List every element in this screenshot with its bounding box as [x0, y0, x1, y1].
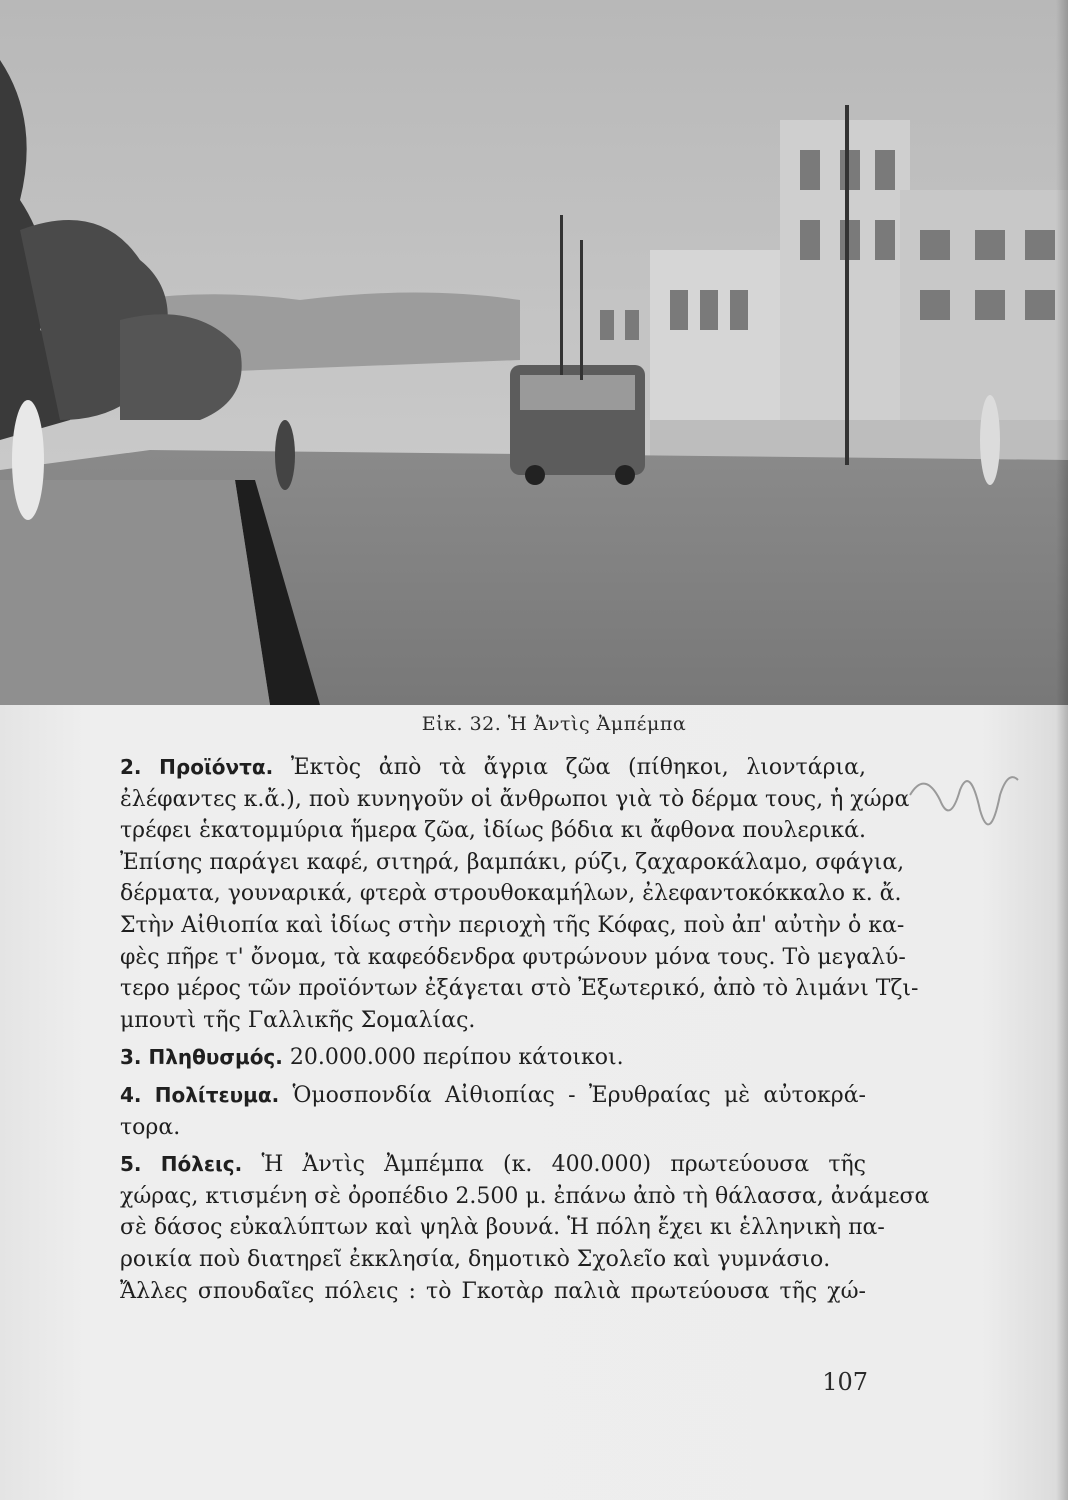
text-line: χώρας, κτισμένη σὲ ὀροπέδιο 2.500 μ. ἐπάνω ἀπὸ τὴ θάλασσα, ἀνάμεσα — [120, 1183, 930, 1209]
section-number: 4. — [120, 1082, 142, 1107]
text-line: μπουτὶ τῆς Γαλλικῆς Σομαλίας. — [120, 1007, 476, 1033]
section-number: 5. — [120, 1152, 142, 1177]
section-heading: Πόλεις. — [160, 1152, 243, 1177]
text-line: δέρματα, γουναρικά, φτερὰ στρουθοκαμήλων, ἐλεφαντοκόκκαλο κ. ἄ. — [120, 881, 902, 907]
line-text: Ἐκτὸς ἀπὸ τὰ ἄγρια ζῶα (πίθηκοι, λιοντάρια, — [290, 755, 866, 780]
text-line: τορα. — [120, 1114, 181, 1140]
street-photo — [0, 0, 1068, 705]
section-heading: Πολίτευμα. — [154, 1082, 280, 1107]
page-number: 107 — [822, 1368, 868, 1396]
text-line — [120, 752, 866, 784]
body-text — [120, 752, 930, 1307]
figure-caption: Εἰκ. 32. Ἡ Ἀντὶς Ἀμπέμπα — [421, 713, 687, 735]
text-line — [120, 1080, 866, 1112]
line-text: Ὁμοσπονδία Αἰθιοπίας - Ἐρυθραίας μὲ αὐτοκρά- — [292, 1082, 866, 1108]
pencil-mark-icon — [900, 740, 1030, 860]
text-line: τρέφει ἑκατομμύρια ἥμερα ζῶα, ἰδίως βόδια κι ἄφθονα πουλερικά. — [120, 818, 866, 844]
section-heading: Προϊόντα. — [159, 755, 274, 779]
section-number: 2. — [120, 755, 142, 779]
page-fold-shadow — [1056, 0, 1068, 1500]
text-line — [120, 1149, 866, 1181]
section-population — [120, 1042, 866, 1074]
section-cities — [120, 1149, 930, 1275]
line-text: Ἡ Ἀντὶς Ἀμπέμπα (κ. 400.000) πρωτεύουσα τῆς — [261, 1152, 867, 1178]
text-line: ἐλέφαντες κ.ἄ.), ποὺ κυνηγοῦν οἱ ἄνθρωποι γιὰ τὸ δέρμα τους, ἡ χώρα — [120, 786, 910, 812]
text-line: σὲ δάσος εὐκαλύπτων καὶ ψηλὰ βουνά. Ἡ πόλη ἔχει κι ἑλληνικὴ πα- — [120, 1215, 885, 1241]
text-line: τερο μέρος τῶν προϊόντων ἐξάγεται στὸ Ἐξωτερικό, ἀπὸ τὸ λιμάνι Τζι- — [120, 976, 919, 1002]
closing-line: Ἄλλες σπουδαῖες πόλεις : τὸ Γκοτὰρ παλιὰ πρωτεύουσα τῆς χώ- — [120, 1278, 866, 1304]
section-products — [120, 752, 919, 1036]
street-photo-icon — [0, 0, 1068, 705]
text-line: ροικία ποὺ διατηρεῖ ἐκκλησία, δημοτικὸ Σχολεῖο καὶ γυμνάσιο. — [120, 1246, 831, 1272]
section-government — [120, 1080, 866, 1143]
line-text: 20.000.000 περίπου κάτοικοι. — [289, 1045, 624, 1071]
text-line — [120, 1042, 866, 1074]
text-line: Ἐπίσης παράγει καφέ, σιτηρά, βαμπάκι, ρύζι, ζαχαροκάλαμο, σφάγια, — [120, 849, 905, 875]
text-line: Στὴν Αἰθιοπία καὶ ἰδίως στὴν περιοχὴ τῆς Κόφας, ποὺ ἀπ' αὐτὴν ὁ κα- — [120, 912, 905, 938]
section-number: 3. — [120, 1045, 142, 1070]
text-line: φὲς πῆρε τ' ὄνομα, τὰ καφεόδενδρα φυτρώνουν μόνα τους. Τὸ μεγαλύ- — [120, 944, 906, 970]
section-heading: Πληθυσμός. — [148, 1045, 283, 1070]
